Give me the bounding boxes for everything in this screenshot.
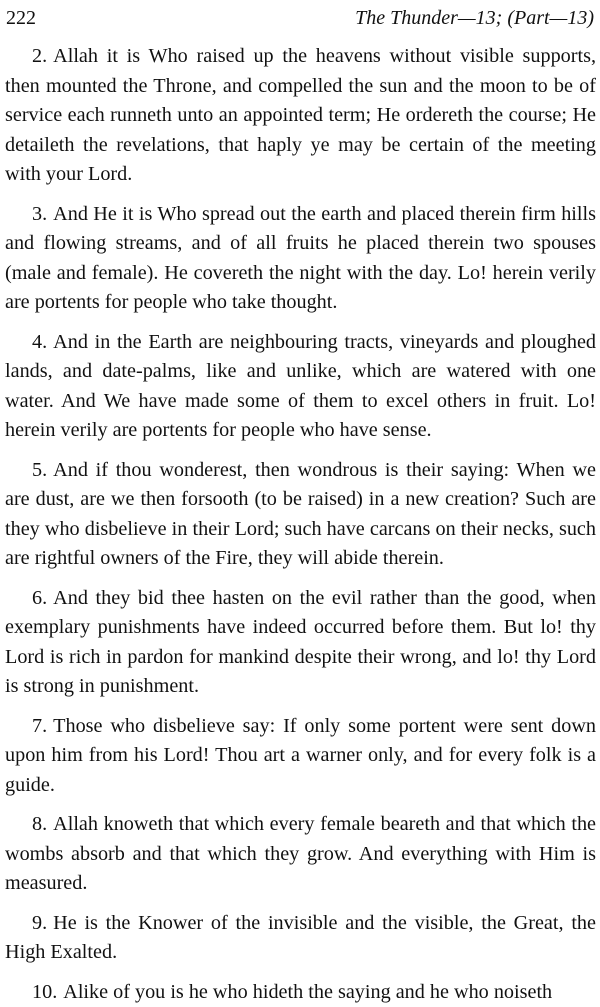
verse-text: And in the Earth are neighbouring tracts, vineyards and ploughed lands, and date-palms, like and unlike, which are watered with one water. And We have made some of them to excel others in fruit. Lo! herein verily are portents for people who have sense. [5,331,596,442]
verse-5 [5,456,596,574]
verse-4 [5,328,596,446]
verse-10 [5,978,596,1007]
verse-2 [5,42,596,190]
verse-number: 4. [32,331,47,353]
verse-3 [5,200,596,318]
verse-list [5,42,596,1007]
verse-text: He is the Knower of the invisible and the visible, the Great, the High Exalted. [5,912,596,964]
verse-text: And they bid thee hasten on the evil rather than the good, when exemplary punishments have indeed occurred before them. But lo! thy Lord is rich in pardon for mankind despite their wrong, and lo! thy Lord is strong in punishment. [5,587,596,698]
page-header [0,2,600,32]
running-head: The Thunder—13; (Part—13) [355,6,594,30]
verse-text: And He it is Who spread out the earth and placed therein firm hills and flowing streams, and of all fruits he placed therein two spouses (male and female). He covereth the night with the day. Lo! herein verily are portents for people who take thought. [5,203,596,314]
verse-7 [5,712,596,801]
verse-number: 3. [32,203,47,225]
verse-text: Those who disbelieve say: If only some portent were sent down upon him from his Lord! Thou art a warner only, and for every folk is a guide. [5,715,596,796]
verse-text: And if thou wonderest, then wondrous is their saying: When we are dust, are we then forsooth (to be raised) in a new creation? Such are they who disbelieve in their Lord; such have carcans on their necks, such are rightful owners of the Fire, they will abide therein. [5,459,596,570]
verse-number: 10. [32,981,57,1003]
page-number: 222 [6,6,36,30]
verse-6 [5,584,596,702]
verse-text: Allah it is Who raised up the heavens without visible supports, then mounted the Throne, and compelled the sun and the moon to be of service each runneth unto an appointed term; He ordereth the course; He detaileth the revelations, that haply ye may be certain of the meeting with your Lord. [5,45,596,185]
verse-number: 7. [32,715,47,737]
verse-number: 5. [32,459,47,481]
verse-9 [5,909,596,968]
verse-number: 6. [32,587,47,609]
verse-text: Alike of you is he who hideth the saying and he who noiseth [63,981,552,1003]
verse-8 [5,810,596,899]
verse-number: 9. [32,912,47,934]
verse-number: 2. [32,45,47,67]
verse-number: 8. [32,813,47,835]
verse-text: Allah knoweth that which every female beareth and that which the wombs absorb and that which they grow. And everything with Him is measured. [5,813,596,894]
